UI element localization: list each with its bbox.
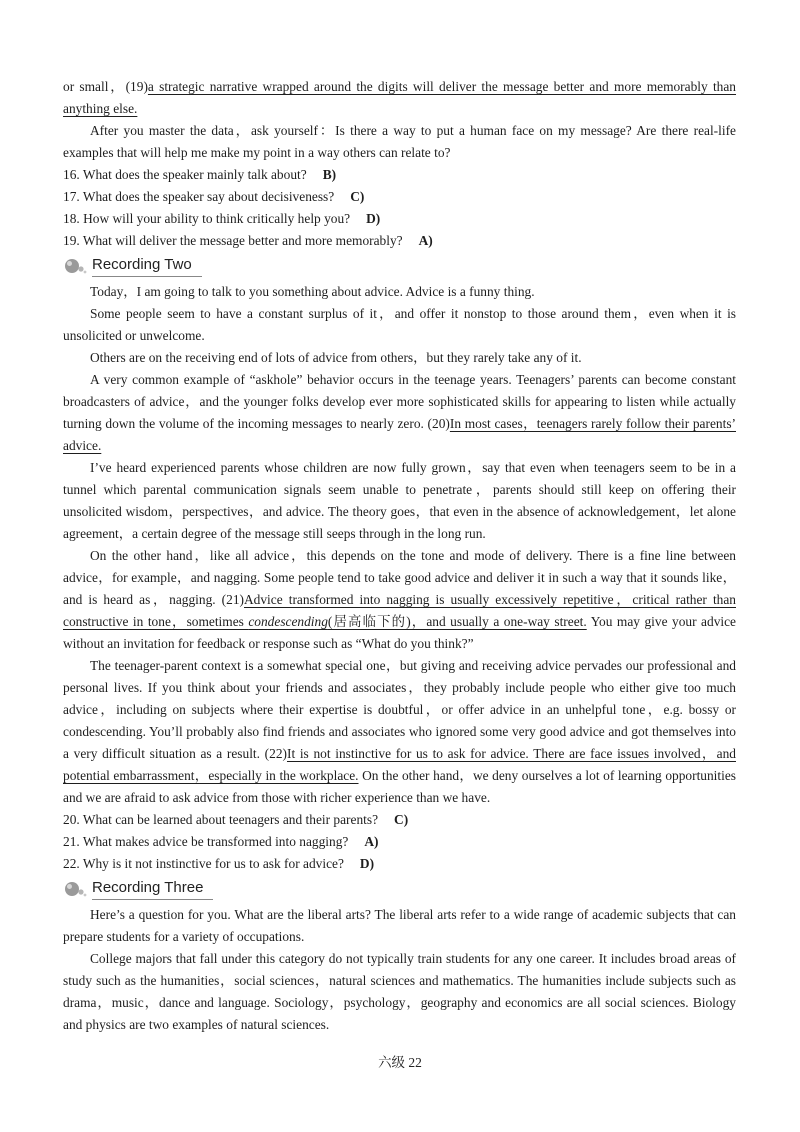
paragraph: Others are on the receiving end of lots of advice from others，but they rarely take any of it. [90, 350, 582, 365]
answer-underline: It is not instinctive for us to ask for advice. There are face issues involved，and potential embarrassment，especially in the workplace. [63, 746, 736, 783]
paragraph: I’ve heard experienced parents whose children are now fully grown，say that even when teenagers seem to be in a tunnel which parental communication signals seem unable to penetrate，parents should still keep on offering their unsolicited wisdom，perspectives，and advice. The theory goes，that even in the absence of acknowledgement，let alone agreement，a certain degree of the message still seeps through in the long run. [63, 460, 736, 541]
question-item: 19. What will deliver the message better and more memorably? A) [63, 233, 433, 248]
paragraph: The teenager-parent context is a somewhat special one，but giving and receiving advice pervades our professional and personal lives. If you think about your friends and associates，they probably include people who either give too much advice，including on subjects where their expertise is doubtful，or offer advice in an unhelpful tone，e.g. bossy or condescending. You’ll probably also find friends and associates who ignored some very good advice and got themselves into a very difficult situation as a result. (22)It is not instinctive for us to ask for advice. There are face issues involved，and potential embarrassment，especially in the workplace. On the other hand，we deny ourselves a lot of learning opportunities and we are afraid to ask advice from those with richer experience than we have. [63, 658, 736, 805]
question-item: 17. What does the speaker say about decisiveness? C) [63, 189, 365, 204]
paragraph: Today，I am going to talk to you something about advice. Advice is a funny thing. [90, 284, 535, 299]
paragraph: Here’s a question for you. What are the liberal arts? The liberal arts refer to a wide range of academic subjects that can prepare students for a variety of occupations. [63, 907, 736, 944]
paragraph: On the other hand，like all advice，this depends on the tone and mode of delivery. There is a fine line between advice，for example，and nagging. Some people tend to take good advice and deliver it in such a way that it sounds like，and is heard as，nagging. (21)Advice transformed into nagging is usually excessively repetitive，critical rather than constructive in tone，sometimes condescending(居高临下的)，and usually a one-way street. You may give your advice without an invitation for feedback or response such as “What do you think?” [63, 548, 736, 651]
recording-bubble-icon [63, 257, 87, 275]
answer-underline: Advice transformed into nagging is usually excessively repetitive，critical rather than constructive in tone，sometimes condescending(居高临下的)，and usually a one-way street. [63, 592, 736, 629]
question-item: 22. Why is it not instinctive for us to ask for advice? D) [63, 856, 375, 871]
answer-key: A) [418, 233, 433, 248]
page-number: 六级 22 [378, 1055, 422, 1070]
answer-key: C) [394, 812, 409, 827]
question-item: 21. What makes advice be transformed into nagging? A) [63, 834, 379, 849]
recording1-paragraph-tail [63, 76, 736, 120]
question-item: 20. What can be learned about teenagers and their parents? C) [63, 812, 409, 827]
question-item: 18. How will your ability to think critically help you? D) [63, 211, 381, 226]
answer-underline: a strategic narrative wrapped around the digits will deliver the message better and more memorably than anything else. [63, 79, 737, 116]
recording1-questions [63, 164, 736, 252]
paragraph: A very common example of “askhole” behavior occurs in the teenage years. Teenagers’ parents can become constant broadcasters of advice，and the younger folks develop ever more sophisticated skills for appearing to listen while actually turning down the volume of the incoming messages to nearly zero. (20)In most cases，teenagers rarely follow their parents’ advice. [63, 372, 736, 453]
paragraph: Some people seem to have a constant surplus of it，and offer it nonstop to those around them，even when it is unsolicited or unwelcome. [63, 306, 736, 343]
recording1-paragraph: After you master the data，ask yourself：Is there a way to put a human face on my message? Are there real-life examples that will help me make my point in a way others can relate to? [63, 123, 736, 160]
answer-key: A) [364, 834, 379, 849]
paragraph: College majors that fall under this category do not typically train students for any one career. It includes broad areas of study such as the humanities，social sciences，natural sciences and mathematics. The humanities include subjects such as drama，music，dance and language. Sociology，psychology，geography and economics are all social sciences. Biology and physics are two examples of natural sciences. [63, 951, 736, 1032]
recording2-questions [63, 809, 736, 875]
page-content [63, 76, 736, 1036]
section-heading-recording-three [63, 877, 736, 901]
recording-bubble-icon [63, 880, 87, 898]
question-marker: or small，(19) [63, 79, 148, 94]
answer-key: D) [366, 211, 381, 226]
answer-underline: In most cases，teenagers rarely follow their parents’ advice. [63, 416, 736, 453]
answer-key: B) [322, 167, 337, 182]
answer-key: D) [359, 856, 375, 871]
section-heading-recording-two [63, 254, 736, 278]
question-item: 16. What does the speaker mainly talk about? B) [63, 167, 337, 182]
answer-key: C) [350, 189, 365, 204]
section-title: Recording Three [92, 878, 213, 900]
section-title: Recording Two [92, 255, 202, 277]
